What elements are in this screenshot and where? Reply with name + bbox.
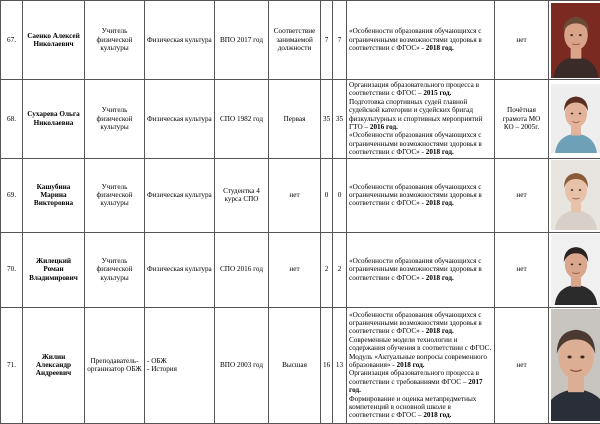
training-courses [347, 80, 495, 159]
table-row [1, 158, 600, 232]
teacher-education: СПО 1982 год [215, 80, 269, 159]
teacher-awards: нет [495, 232, 549, 307]
teacher-education: ВПО 2003 год [215, 307, 269, 423]
training-courses [347, 232, 495, 307]
row-number: 68. [1, 80, 23, 159]
table-row [1, 232, 600, 307]
course-text: «Особенности образования обучающихся с ограниченными возможностями здоровья в соответствии с ФГОС» - [349, 27, 482, 53]
subject-item: - ОБЖ [147, 356, 167, 365]
teacher-name: Жилецкий Роман Владимирович [23, 232, 85, 307]
teacher-subjects [145, 307, 215, 423]
experience-total: 0 [321, 158, 333, 232]
teacher-education: Студентка 4 курса СПО [215, 158, 269, 232]
teacher-subjects [145, 80, 215, 159]
teacher-category: нет [269, 158, 321, 232]
course-item [349, 395, 492, 420]
course-item [349, 98, 492, 132]
course-year: 2018 год. [425, 327, 454, 336]
table-row [1, 307, 600, 423]
course-item [349, 183, 492, 208]
teacher-awards: Почётная грамота МО КО – 2005г. [495, 80, 549, 159]
subject-item: Физическая культура [147, 190, 212, 199]
teacher-education: СПО 2016 год [215, 232, 269, 307]
subject-item: - История [147, 365, 177, 374]
teacher-photo [549, 80, 600, 159]
portrait-image [551, 234, 600, 305]
teacher-name: Сухарева Ольга Николаевна [23, 80, 85, 159]
teacher-photo [549, 307, 600, 423]
portrait-image [551, 3, 600, 78]
course-text: «Особенности образования обучающихся с ограниченными возможностями здоровья в соответствии с ФГОС» - [349, 131, 482, 157]
teacher-photo [549, 232, 600, 307]
teacher-awards: нет [495, 307, 549, 423]
course-text: Современные модели технологии и содержания обучения в соответствии с ФГОС. Модуль «Актуальные вопросы современного образования» - [349, 335, 492, 369]
teacher-name: Кашубина Марина Викторовна [23, 158, 85, 232]
course-year: 2016 год. [369, 123, 398, 132]
course-year: 2018 год. [396, 360, 425, 369]
subject-item: Физическая культура [147, 265, 212, 274]
training-courses [347, 307, 495, 423]
teacher-position: Учитель физической культуры [85, 80, 145, 159]
experience-pedagogical: 0 [333, 158, 347, 232]
course-item [349, 27, 492, 52]
teacher-category: Соответствие занимаемой должности [269, 1, 321, 80]
experience-pedagogical: 13 [333, 307, 347, 423]
teacher-subjects [145, 158, 215, 232]
course-item [349, 336, 492, 370]
experience-total: 7 [321, 1, 333, 80]
course-year: 2018 год. [425, 273, 454, 282]
table-row [1, 1, 600, 80]
course-year: 2018 год. [423, 411, 452, 420]
course-year: 2017 год. [349, 377, 483, 395]
teacher-photo [549, 1, 600, 80]
row-number: 67. [1, 1, 23, 80]
row-number: 70. [1, 232, 23, 307]
course-year: 2018 год. [425, 199, 454, 208]
teacher-education: ВПО 2017 год [215, 1, 269, 80]
course-year: 2018 год. [425, 44, 454, 53]
training-courses [347, 1, 495, 80]
teacher-awards: нет [495, 1, 549, 80]
experience-pedagogical: 7 [333, 1, 347, 80]
row-number: 69. [1, 158, 23, 232]
course-item [349, 311, 492, 336]
teacher-category: Высшая [269, 307, 321, 423]
experience-pedagogical: 35 [333, 80, 347, 159]
course-text: Организация образовательного процесса в соответствии с требованиями ФГОС – [349, 369, 480, 386]
portrait-image [551, 160, 600, 230]
course-text: Формирование и оценка метапредметных компетенций в основной школе в соответствии с ФГОС – [349, 394, 477, 420]
row-number: 71. [1, 307, 23, 423]
training-courses [347, 158, 495, 232]
teacher-position: Преподаватель-организатор ОБЖ [85, 307, 145, 423]
course-year: 2018 год. [425, 148, 454, 157]
teacher-position: Учитель физической культуры [85, 1, 145, 80]
teacher-category: нет [269, 232, 321, 307]
course-year: 2015 год. [423, 89, 452, 98]
teacher-subjects [145, 1, 215, 80]
subject-item: Физическая культура [147, 114, 212, 123]
experience-total: 2 [321, 232, 333, 307]
portrait-image [551, 84, 600, 153]
course-text: «Особенности образования обучающихся с ограниченными возможностями здоровья в соответствии с ФГОС» - [349, 310, 482, 336]
course-text: «Особенности образования обучающихся с ограниченными возможностями здоровья в соответствии с ФГОС» - [349, 257, 482, 282]
teacher-name: Саенко Алексей Николаевич [23, 1, 85, 80]
subject-item: Физическая культура [147, 35, 212, 44]
teacher-photo [549, 158, 600, 232]
teacher-awards: нет [495, 158, 549, 232]
experience-total: 16 [321, 307, 333, 423]
course-item [349, 81, 492, 98]
teacher-name: Жилин Александр Андреевич [23, 307, 85, 423]
table-row [1, 80, 600, 159]
experience-total: 35 [321, 80, 333, 159]
course-item [349, 369, 492, 394]
course-item [349, 257, 492, 282]
teacher-position: Учитель физической культуры [85, 158, 145, 232]
portrait-image [551, 309, 600, 421]
course-text: Организация образовательного процесса в соответствии с ФГОС – [349, 81, 480, 98]
course-text: «Особенности образования обучающихся с ограниченными возможностями здоровья в соответствии с ФГОС» - [349, 182, 482, 208]
teacher-subjects [145, 232, 215, 307]
experience-pedagogical: 2 [333, 232, 347, 307]
course-item [349, 131, 492, 156]
teacher-position: Учитель физической культуры [85, 232, 145, 307]
course-text: Подготовка спортивных судей главной судейской категории и судейских бригад физкультурных и спортивных мероприятий ГТО – [349, 97, 483, 132]
teacher-category: Первая [269, 80, 321, 159]
